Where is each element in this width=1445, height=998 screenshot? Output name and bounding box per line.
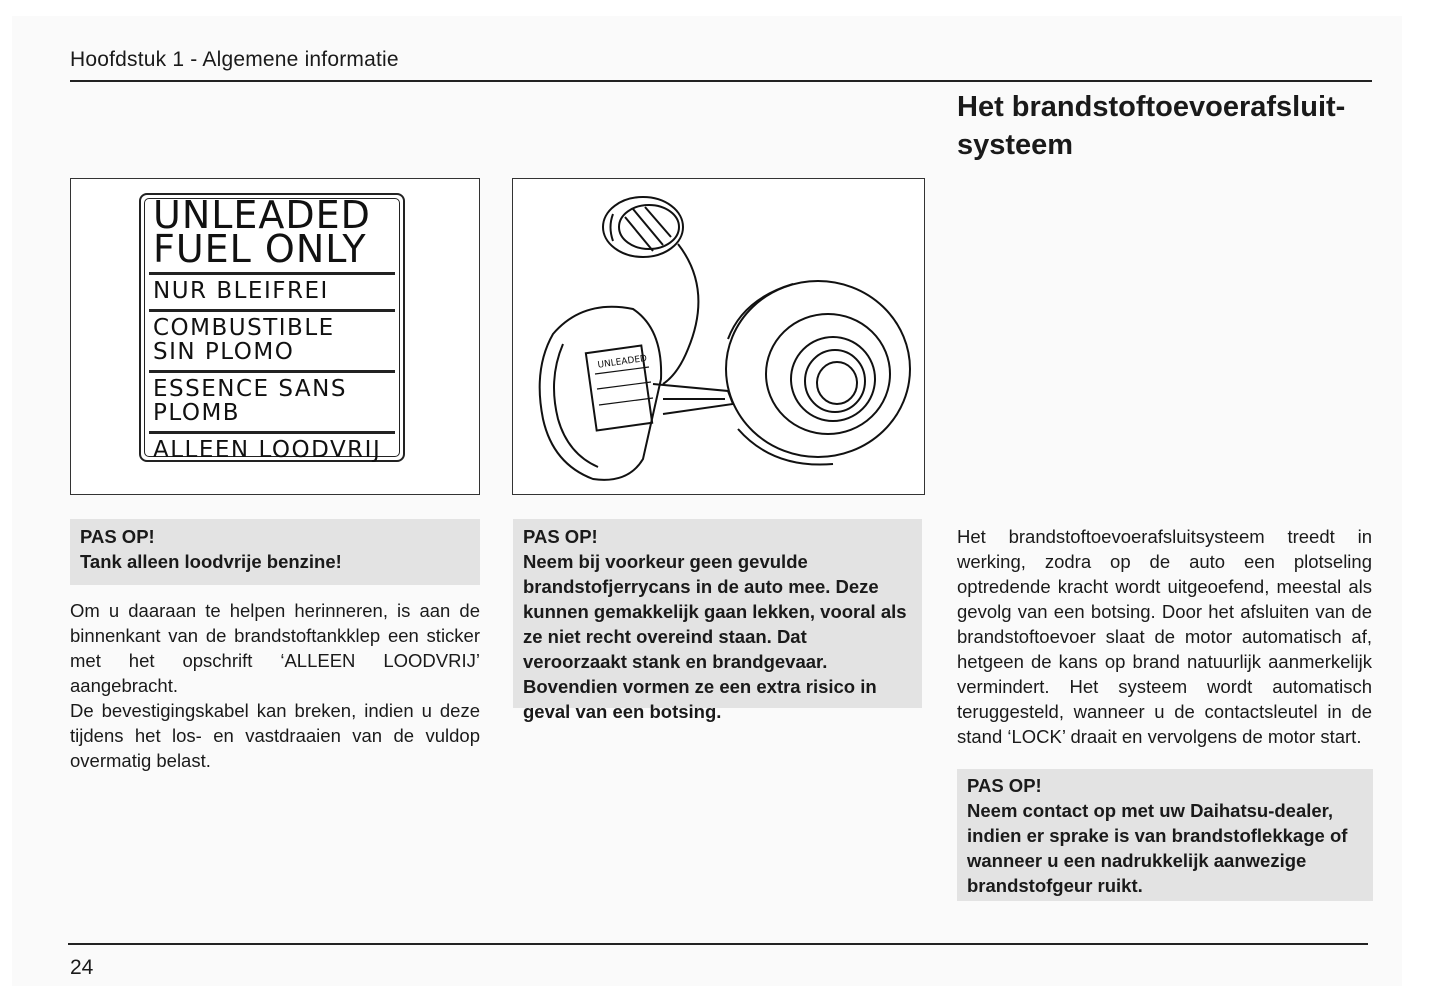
svg-text:UNLEADED: UNLEADED	[597, 353, 648, 371]
sticker-divider	[149, 272, 395, 275]
sticker-divider	[149, 431, 395, 434]
sticker-figure	[70, 178, 480, 495]
column3-text: Het brandstoftoevoerafsluitsysteem treedt in werking, zodra op de auto een plotseling optredende kracht wordt uitgeoefend, meestal als gevolg van een botsing. Door het afsluiten van de brandstoftoevoer slaat de motor automatisch af, hetgeen de kans op brand natuurlijk aanmerkelijk vermindert. Het systeem wordt automatisch teruggesteld, wanneer u de contactsleutel in de stand ‘LOCK’ draait en vervolgens de motor start.	[957, 526, 1372, 747]
header-rule	[70, 80, 1372, 82]
warning-text: Neem contact op met uw Daihatsu-dealer, indien er sprake is van brandstoflekkage of wanneer u een nadrukkelijk aanwezige brandstofgeur ruikt.	[967, 800, 1348, 896]
sticker-line: COMBUSTIBLE	[153, 315, 335, 341]
sticker-line: PLOMB	[153, 400, 241, 426]
sticker-divider	[149, 309, 395, 312]
sticker-line: NUR BLEIFREI	[153, 278, 329, 304]
paragraph: De bevestigingskabel kan breken, indien u deze tijdens het los- en vastdraaien van de vuldop overmatig belast.	[70, 700, 480, 771]
fuel-door-illustration	[513, 179, 923, 493]
warning-title: PAS OP!	[523, 526, 598, 547]
column1-text	[70, 598, 480, 773]
footer-rule	[68, 943, 1368, 945]
unleaded-fuel-sticker	[139, 193, 405, 462]
chapter-header: Hoofdstuk 1 - Algemene informatie	[70, 48, 399, 71]
sticker-line: UNLEADED	[153, 193, 371, 237]
fuel-door-figure	[512, 178, 925, 495]
sticker-line: ALLEEN LOODVRIJ	[153, 437, 382, 463]
warning-title: PAS OP!	[967, 775, 1042, 796]
warning-title: PAS OP!	[80, 526, 155, 547]
warning-text: Neem bij voorkeur geen gevulde brandstofjerrycans in de auto mee. Deze kunnen gemakkelijk gaan lekken, vooral als ze niet recht overeind staan. Dat veroorzaakt stank en brandgevaar. Bovendien vormen ze een extra risico in geval van een botsing.	[523, 551, 907, 722]
sticker-divider	[149, 370, 395, 373]
warning-text: Tank alleen loodvrije benzine!	[80, 551, 342, 572]
warning-box-2	[513, 519, 922, 722]
sticker-line: ESSENCE SANS	[153, 376, 347, 402]
page-number: 24	[70, 956, 94, 979]
section-title: Het brandstoftoevoerafsluit-systeem	[957, 91, 1346, 161]
sticker-line: SIN PLOMO	[153, 339, 295, 365]
sticker-line: FUEL ONLY	[153, 227, 367, 271]
warning-box-1	[70, 519, 480, 585]
warning-box-3	[957, 769, 1373, 901]
paragraph: Om u daaraan te helpen herinneren, is aan de binnenkant van de brandstoftankklep een sticker met het opschrift ‘ALLEEN LOODVRIJ’ aangebracht.	[70, 600, 480, 696]
